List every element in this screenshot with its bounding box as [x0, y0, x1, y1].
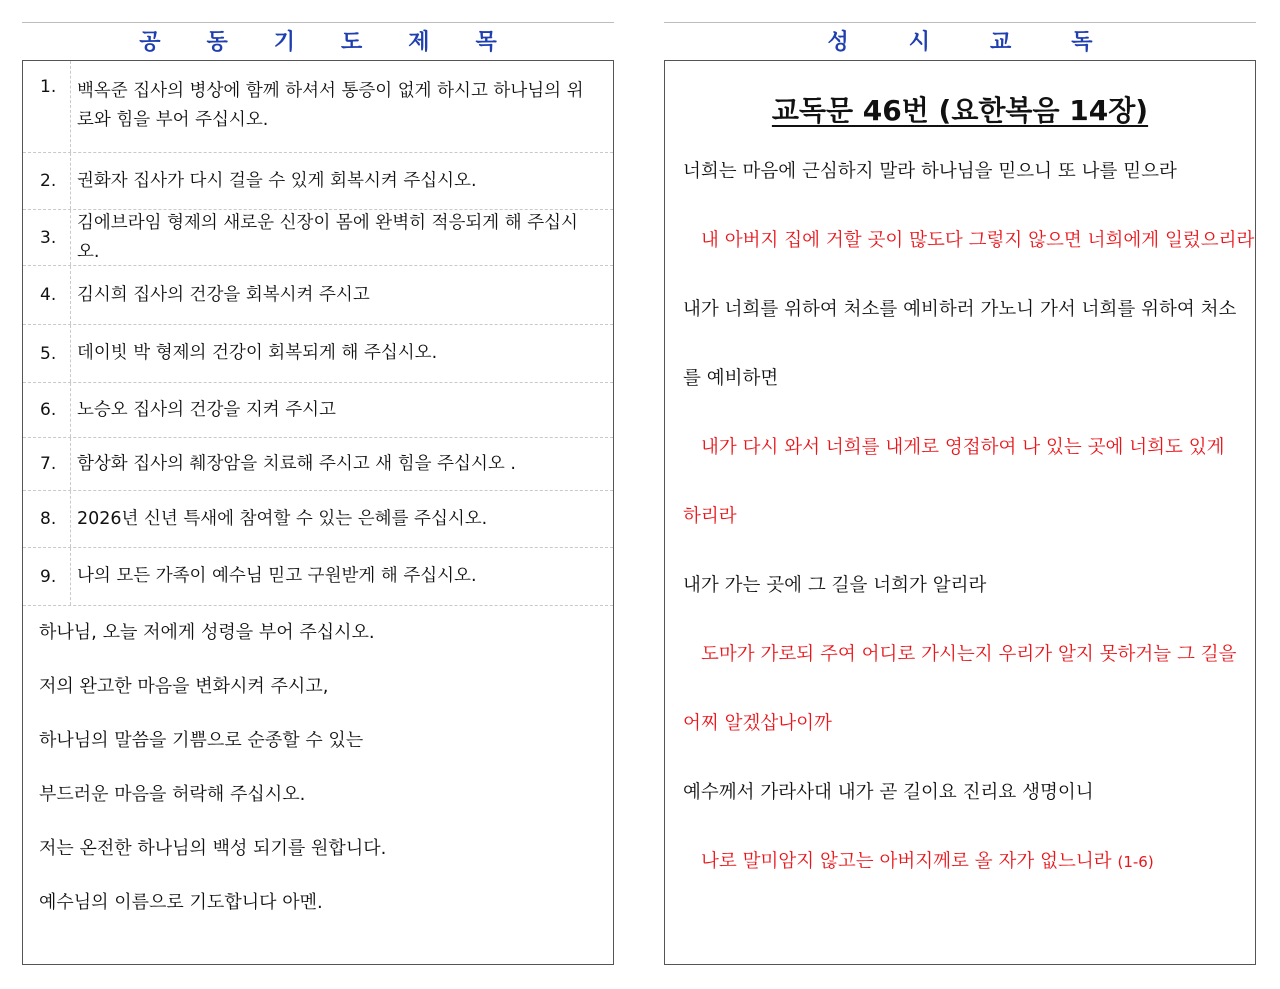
closing-line: 예수님의 이름으로 기도합니다 아멘.	[39, 892, 323, 913]
verse-line-response: 어찌 알겠삽나이까	[683, 713, 832, 734]
verse-line: 너희는 마음에 근심하지 말라 하나님을 믿으니 또 나를 믿으라	[683, 161, 1177, 182]
prayer-number: 6.	[23, 383, 71, 437]
title-char: 목	[475, 29, 497, 55]
prayer-number: 7.	[23, 438, 71, 490]
closing-line: 부드러운 마음을 허락해 주십시오.	[39, 784, 306, 805]
header-rule	[664, 22, 1256, 23]
title-char: 공	[139, 29, 161, 55]
verses	[665, 129, 1255, 916]
prayer-text: 2026년 신년 특새에 참여할 수 있는 은혜를 주십시오.	[77, 508, 488, 529]
prayer-text: 김시희 집사의 건강을 회복시켜 주시고	[77, 284, 370, 305]
closing-prayer	[23, 606, 613, 942]
prayer-text: 권화자 집사가 다시 걸을 수 있게 회복시켜 주십시오.	[77, 170, 477, 191]
section-title-prayer	[22, 24, 614, 56]
verse-line: 내가 가는 곳에 그 길을 너희가 알리라	[683, 575, 987, 596]
prayer-item	[23, 325, 613, 383]
verse-line: 예수께서 가라사대 내가 곧 길이요 진리요 생명이니	[683, 782, 1094, 803]
title-char: 시	[908, 29, 930, 55]
header-rule	[22, 22, 614, 23]
prayer-text: 노승오 집사의 건강을 지켜 주시고	[77, 399, 336, 420]
closing-line: 하나님, 오늘 저에게 성령을 부어 주십시오.	[39, 622, 375, 643]
verse-line-response: 하리라	[683, 506, 737, 527]
verse-line-final	[683, 847, 1245, 916]
verse-line: 를 예비하면	[683, 368, 779, 389]
verse-reference: (1-6)	[1117, 853, 1154, 871]
prayer-box	[22, 60, 614, 965]
verse-line-response: 내가 다시 와서 너희를 내게로 영접하여 나 있는 곳에 너희도 있게	[701, 437, 1225, 458]
reading-title	[665, 89, 1255, 129]
prayer-text: 김에브라임 형제의 새로운 신장이 몸에 완벽히 적응되게 해 주십시오.	[77, 212, 578, 262]
prayer-number: 8.	[23, 491, 71, 547]
prayer-item	[23, 210, 613, 266]
prayer-item	[23, 61, 613, 153]
prayer-item	[23, 266, 613, 325]
verse-final-text: 나로 말미암지 않고는 아버지께로 올 자가 없느니라	[701, 851, 1112, 872]
verse-line: 내가 너희를 위하여 처소를 예비하러 가노니 가서 너희를 위하여 처소	[683, 299, 1237, 320]
prayer-text: 백옥준 집사의 병상에 함께 하셔서 통증이 없게 하시고 하나님의 위로와 힘을 부어 주십시오.	[77, 81, 584, 130]
closing-line: 하나님의 말씀을 기쁨으로 순종할 수 있는	[39, 730, 364, 751]
prayer-text: 함상화 집사의 췌장암을 치료해 주시고 새 힘을 주십시오 .	[77, 453, 516, 474]
title-char: 독	[1071, 29, 1093, 55]
title-char: 제	[408, 29, 430, 55]
verse-line-response: 도마가 가로되 주여 어디로 가시는지 우리가 알지 못하거늘 그 길을	[701, 644, 1237, 665]
title-char: 동	[206, 29, 228, 55]
prayer-item	[23, 438, 613, 491]
prayer-number: 5.	[23, 325, 71, 382]
closing-line: 저는 온전한 하나님의 백성 되기를 원합니다.	[39, 838, 387, 859]
prayer-text: 데이빗 박 형제의 건강이 회복되게 해 주십시오.	[77, 343, 438, 363]
closing-line: 저의 완고한 마음을 변화시켜 주시고,	[39, 676, 329, 697]
prayer-number: 4.	[23, 266, 71, 324]
prayer-item	[23, 383, 613, 438]
prayer-item	[23, 153, 613, 210]
prayer-item	[23, 548, 613, 606]
title-char: 성	[827, 29, 849, 55]
title-char: 교	[990, 29, 1012, 55]
section-title-reading	[664, 24, 1256, 56]
prayer-item	[23, 491, 613, 548]
title-char: 도	[341, 29, 363, 55]
title-char: 기	[273, 29, 295, 55]
verse-line-response: 내 아버지 집에 거할 곳이 많도다 그렇지 않으면 너희에게 일렀으리라	[701, 230, 1255, 251]
reading-box	[664, 60, 1256, 965]
prayer-number: 1.	[23, 61, 71, 152]
prayer-number: 2.	[23, 153, 71, 209]
reading-title-text: 교독문 46번 (요한복음 14장)	[771, 94, 1149, 127]
prayer-number: 9.	[23, 548, 71, 605]
prayer-number: 3.	[23, 210, 71, 265]
prayer-text: 나의 모든 가족이 예수님 믿고 구원받게 해 주십시오.	[77, 566, 477, 586]
